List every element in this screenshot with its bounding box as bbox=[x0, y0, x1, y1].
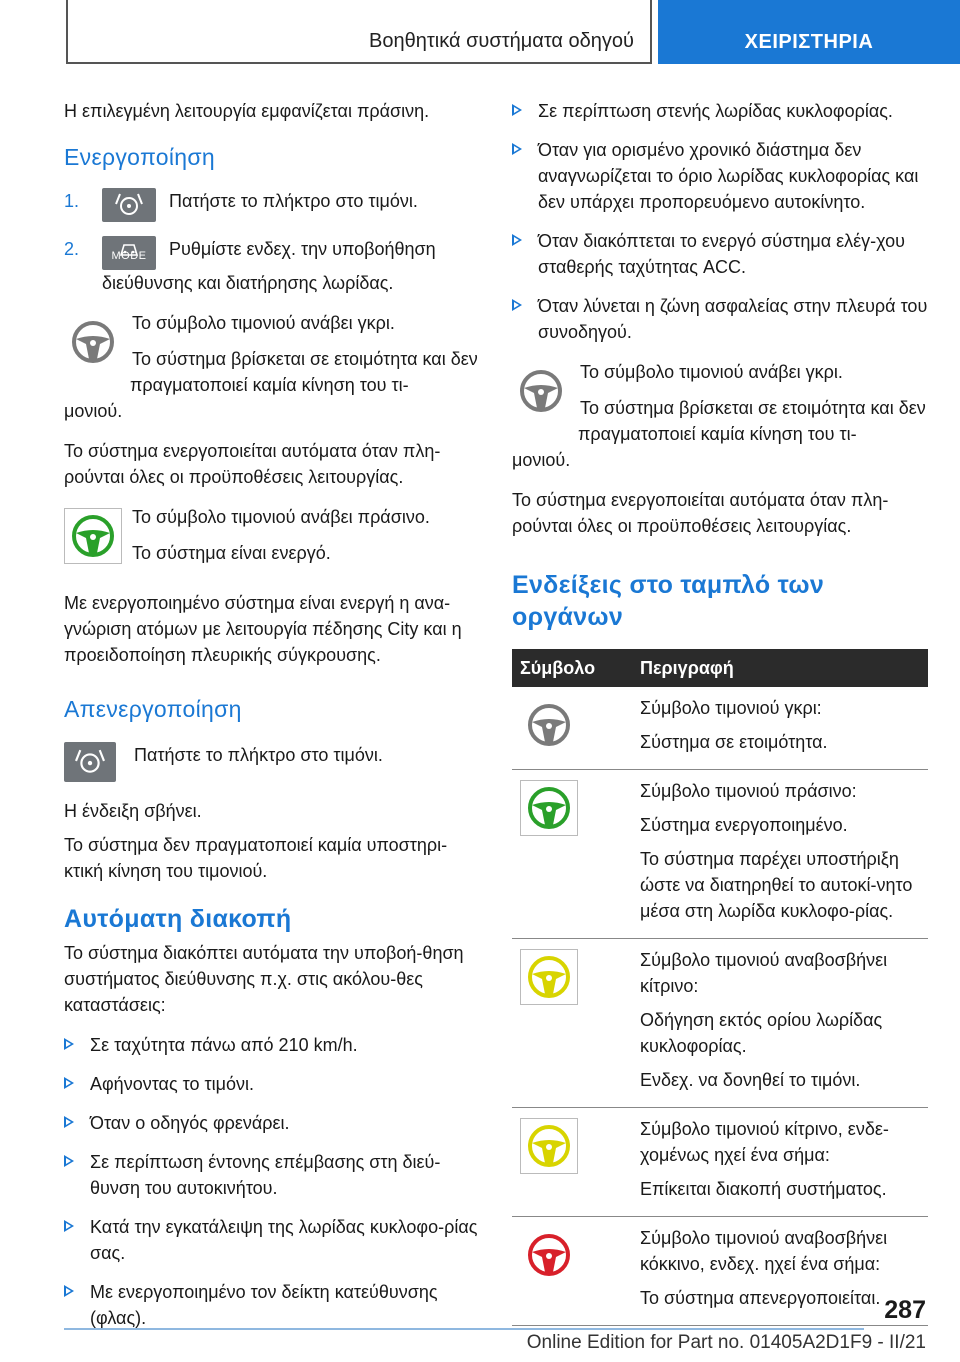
step-number: 2. bbox=[64, 239, 80, 259]
table-row bbox=[512, 1217, 928, 1326]
step-1 bbox=[64, 188, 480, 222]
list-item: Σε ταχύτητα πάνω από 210 km/h. bbox=[64, 1032, 480, 1058]
table-header-symbol: Σύμβολο bbox=[512, 649, 632, 687]
list-item: Κατά την εγκατάλειψη της λωρίδας κυκλοφο-ρίας σας. bbox=[64, 1214, 480, 1266]
page-number: 287 bbox=[884, 1296, 926, 1324]
steering-wheel-icon bbox=[520, 697, 578, 753]
deactivation-step: Πατήστε το πλήκτρο στο τιμόνι. bbox=[64, 740, 480, 784]
right-column bbox=[512, 98, 928, 1326]
table-row bbox=[512, 687, 928, 770]
header-section-tab: ΧΕΙΡΙΣΤΗΡΙΑ bbox=[658, 0, 960, 64]
auto-stop-text: Το σύστημα διακόπτει αυτόματα την υποβοή-θηση συστήματος διεύθυνσης π.χ. στις ακόλου-θες καταστάσεις: bbox=[64, 943, 464, 1015]
description-line: Σύμβολο τιμονιού γκρι: bbox=[640, 698, 822, 718]
description-line: Σύμβολο τιμονιού κίτρινο, ενδε-χομένως ηχεί ένα σήμα: bbox=[640, 1119, 889, 1165]
mode-label: MODE bbox=[111, 250, 147, 262]
steering-wheel-gray-icon bbox=[64, 314, 122, 370]
steering-wheel-icon bbox=[520, 780, 578, 836]
left-column bbox=[64, 98, 480, 1344]
description-line: Σύμβολο τιμονιού πράσινο: bbox=[640, 781, 857, 801]
mode-button-icon bbox=[102, 236, 156, 270]
description-line: Επίκειται διακοπή συστήματος. bbox=[640, 1179, 887, 1199]
list-item: Με ενεργοποιημένο τον δείκτη κατεύθυνσης (φλας). bbox=[64, 1279, 480, 1331]
steering-wheel-icon bbox=[520, 1227, 578, 1283]
auto-activate-text: Το σύστημα ενεργοποιείται αυτόματα όταν πλη-ρούνται όλες οι προϋποθέσεις λειτουργίας. bbox=[512, 490, 889, 536]
description-line: Το σύστημα απενεργοποιείται. bbox=[640, 1288, 881, 1308]
description-line: Το σύστημα παρέχει υποστήριξη ώστε να διατηρηθεί το αυτοκί-νητο μέσα στη λωρίδα κυκλοφο-ρίας. bbox=[640, 849, 913, 921]
description-line: Σύμβολο τιμονιού αναβοσβήνει κόκκινο, ενδεχ. ηχεί ένα σήμα: bbox=[640, 1228, 888, 1274]
steering-wheel-green-icon bbox=[64, 508, 122, 564]
description-line: Σύστημα σε ετοιμότητα. bbox=[640, 732, 828, 752]
no-support-text: Το σύστημα δεν πραγματοποιεί καμία υποστηρι-κτική κίνηση του τιμονιού. bbox=[64, 835, 448, 881]
footer-edition: Online Edition for Part no. 01405A2D1F9 - II/21 bbox=[526, 1332, 926, 1353]
indicators-heading: Ενδείξεις στο ταμπλό των οργάνων bbox=[512, 571, 825, 631]
step-number: 1. bbox=[64, 191, 80, 211]
steering-assist-button-icon bbox=[102, 188, 156, 222]
description-line: Ενδεχ. να δονηθεί το τιμόνι. bbox=[640, 1070, 861, 1090]
list-item: Όταν ο οδηγός φρενάρει. bbox=[64, 1110, 480, 1136]
footer-divider bbox=[64, 1328, 864, 1330]
description-line: Οδήγηση εκτός ορίου λωρίδας κυκλοφορίας. bbox=[640, 1010, 883, 1056]
table-header-description: Περιγραφή bbox=[632, 649, 928, 687]
auto-stop-list-continued bbox=[512, 98, 928, 345]
description-line: Σύμβολο τιμονιού αναβοσβήνει κίτρινο: bbox=[640, 950, 888, 996]
indicator-off-text: Η ένδειξη σβήνει. bbox=[64, 801, 202, 821]
steering-wheel-gray-icon bbox=[512, 363, 570, 419]
header-title-box bbox=[66, 0, 652, 64]
list-item: Σε περίπτωση έντονης επέμβασης στη διεύ-θυνση του αυτοκινήτου. bbox=[64, 1149, 480, 1201]
list-item: Σε περίπτωση στενής λωρίδας κυκλοφορίας. bbox=[512, 98, 928, 124]
list-item: Όταν λύνεται η ζώνη ασφαλείας στην πλευρά του συνοδηγού. bbox=[512, 293, 928, 345]
intro-text: Η επιλεγμένη λειτουργία εμφανίζεται πράσινη. bbox=[64, 101, 430, 121]
table-row bbox=[512, 770, 928, 939]
steering-assist-button-icon bbox=[64, 742, 124, 782]
list-item: Όταν για ορισμένο χρονικό διάστημα δεν αναγνωρίζεται το όριο λωρίδας κυκλοφορίας και δεν υπάρχει προπορευόμενο αυτοκίνητο. bbox=[512, 137, 928, 215]
step-text: Ρυθμίστε ενδεχ. την υποβοήθηση διεύθυνσης και διατήρησης λωρίδας. bbox=[102, 239, 436, 293]
step-2 bbox=[64, 236, 480, 296]
header-title: Βοηθητικά συστήματα οδηγού bbox=[369, 30, 634, 52]
indicators-table bbox=[512, 649, 928, 1326]
steering-wheel-icon bbox=[520, 949, 578, 1005]
gray-indicator-note: Το σύμβολο τιμονιού ανάβει γκρι. Το σύστημα βρίσκεται σε ετοιμότητα και δεν πραγματοποιεί καμία κίνηση του τι- μονιού. bbox=[512, 362, 926, 470]
description-line: Σύστημα ενεργοποιημένο. bbox=[640, 815, 848, 835]
green-indicator-note: Το σύμβολο τιμονιού ανάβει πράσινο. Το σύστημα είναι ενεργό. bbox=[64, 504, 480, 576]
gray-indicator-note: Το σύμβολο τιμονιού ανάβει γκρι. Το σύστημα βρίσκεται σε ετοιμότητα και δεν πραγματοποιεί καμία κίνηση του τι- μονιού. bbox=[64, 313, 478, 421]
steering-wheel-icon bbox=[520, 1118, 578, 1174]
deactivation-heading: Απενεργοποίηση bbox=[64, 696, 242, 722]
table-row bbox=[512, 939, 928, 1108]
auto-stop-list bbox=[64, 1032, 480, 1331]
step-text: Πατήστε το πλήκτρο στο τιμόνι. bbox=[169, 191, 418, 211]
list-item: Αφήνοντας το τιμόνι. bbox=[64, 1071, 480, 1097]
auto-stop-heading: Αυτόματη διακοπή bbox=[64, 905, 292, 933]
city-note: Με ενεργοποιημένο σύστημα είναι ενεργή η ανα-γνώριση ατόμων με λειτουργία πέδησης City και η προειδοποίηση πλευρικής σύγκρουσης. bbox=[64, 593, 462, 665]
table-row bbox=[512, 1108, 928, 1217]
list-item: Όταν διακόπτεται το ενεργό σύστημα ελέγ-χου σταθερής ταχύτητας ACC. bbox=[512, 228, 928, 280]
auto-activate-text: Το σύστημα ενεργοποιείται αυτόματα όταν πλη-ρούνται όλες οι προϋποθέσεις λειτουργίας. bbox=[64, 441, 441, 487]
activation-heading: Ενεργοποίηση bbox=[64, 144, 215, 170]
